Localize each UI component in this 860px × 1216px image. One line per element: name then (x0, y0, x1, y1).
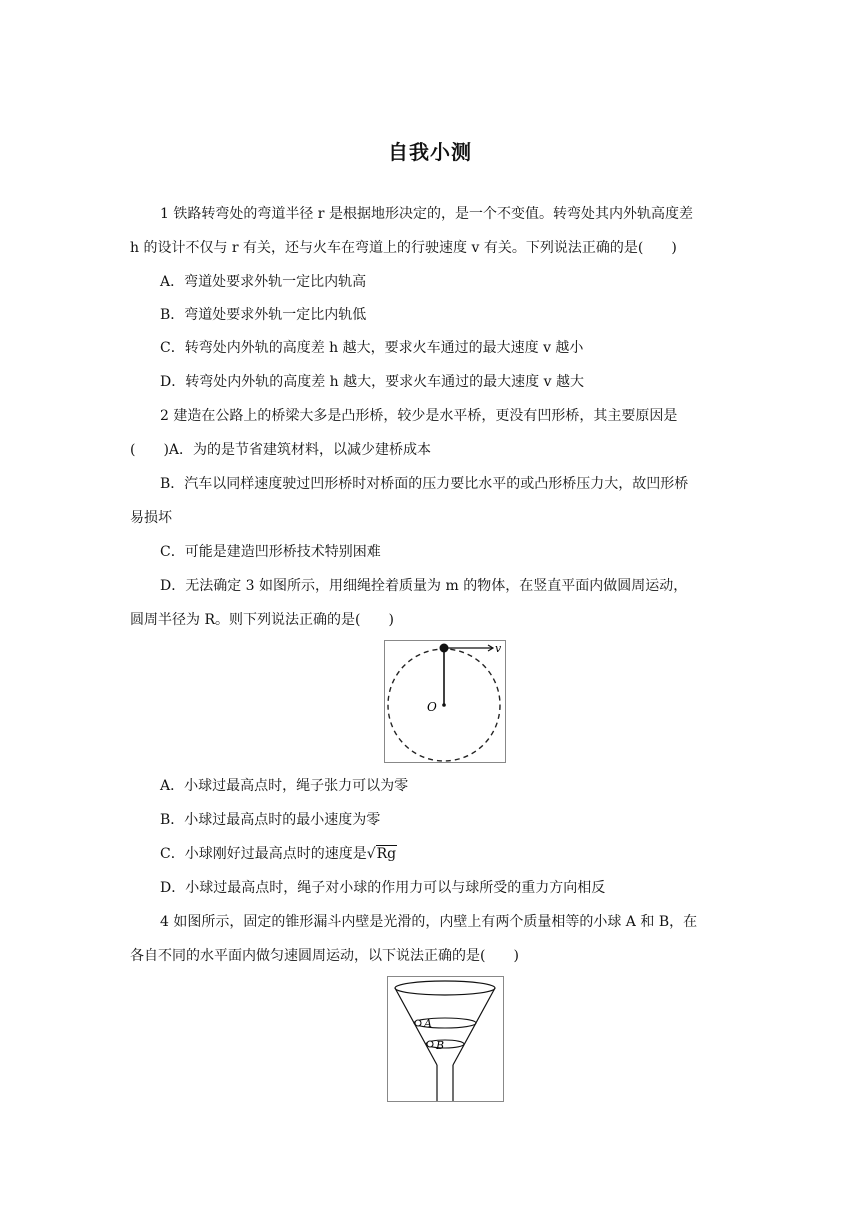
q1-option-c: C．转弯处内外轨的高度差 h 越大，要求火车通过的最大速度 v 越小 (160, 340, 584, 356)
q2-option-b-line2: 易损坏 (130, 510, 172, 526)
velocity-label: v (495, 642, 502, 655)
q2-stem-line2: ( )A．为的是节省建筑材料，以减少建桥成本 (130, 442, 432, 458)
funnel-rim (395, 981, 495, 995)
q2-stem-line1: 2 建造在公路上的桥梁大多是凸形桥，较少是水平桥，更没有凹形桥，其主要原因是 (160, 408, 678, 424)
center-point (442, 703, 446, 707)
q3-figure-circle (384, 640, 506, 763)
q2-option-d-and-q3-stem: D．无法确定 3 如图所示，用细绳拴着质量为 m 的物体，在竖直平面内做圆周运动， (160, 578, 688, 594)
q1-stem-line2: h 的设计不仅与 r 有关，还与火车在弯道上的行驶速度 v 有关。下列说法正确的是( ) (130, 240, 677, 256)
q1-option-d: D．转弯处内外轨的高度差 h 越大，要求火车通过的最大速度 v 越大 (160, 374, 584, 390)
radical-sign: √ (366, 846, 376, 862)
ball-a-label: A (424, 1017, 432, 1030)
q3-option-c-text: C．小球刚好过最高点时的速度是 (160, 846, 367, 862)
q3-option-b: B．小球过最高点时的最小速度为零 (160, 812, 381, 828)
q4-figure-funnel (387, 976, 504, 1102)
page-title: 自我小测 (388, 140, 472, 164)
q1-option-b: B．弯道处要求外轨一定比内轨低 (160, 307, 367, 323)
q4-stem-line2: 各自不同的水平面内做匀速圆周运动，以下说法正确的是( ) (130, 948, 519, 964)
q3-option-d: D．小球过最高点时，绳子对小球的作用力可以与球所受的重力方向相反 (160, 880, 606, 896)
square-root-expression (367, 844, 397, 864)
ball-b-label: B (436, 1039, 445, 1052)
ball-b (427, 1041, 433, 1047)
q1-stem-line1: 1 铁路转弯处的弯道半径 r 是根据地形决定的，是一个不变值。转弯处其内外轨高度差 (160, 206, 693, 222)
q2-option-c: C．可能是建造凹形桥技术特别困难 (160, 544, 381, 560)
ball-a (415, 1020, 421, 1026)
funnel-right-wall (453, 988, 495, 1065)
center-label: O (427, 700, 437, 714)
q1-option-a: A．弯道处要求外轨一定比内轨高 (160, 274, 367, 290)
radicand: Rg (376, 846, 397, 862)
q3-option-a: A．小球过最高点时，绳子张力可以为零 (160, 778, 409, 794)
q4-stem-line1: 4 如图所示，固定的锥形漏斗内壁是光滑的，内壁上有两个质量相等的小球 A 和 B，在 (160, 914, 698, 930)
q3-option-c (160, 844, 397, 864)
funnel-diagram (388, 977, 503, 1101)
vertical-circle-diagram (385, 641, 505, 762)
q3-stem-line2: 圆周半径为 R。则下列说法正确的是( ) (130, 612, 394, 628)
q2-option-b-line1: B．汽车以同样速度驶过凹形桥时对桥面的压力要比水平的或凸形桥压力大，故凹形桥 (160, 476, 689, 492)
